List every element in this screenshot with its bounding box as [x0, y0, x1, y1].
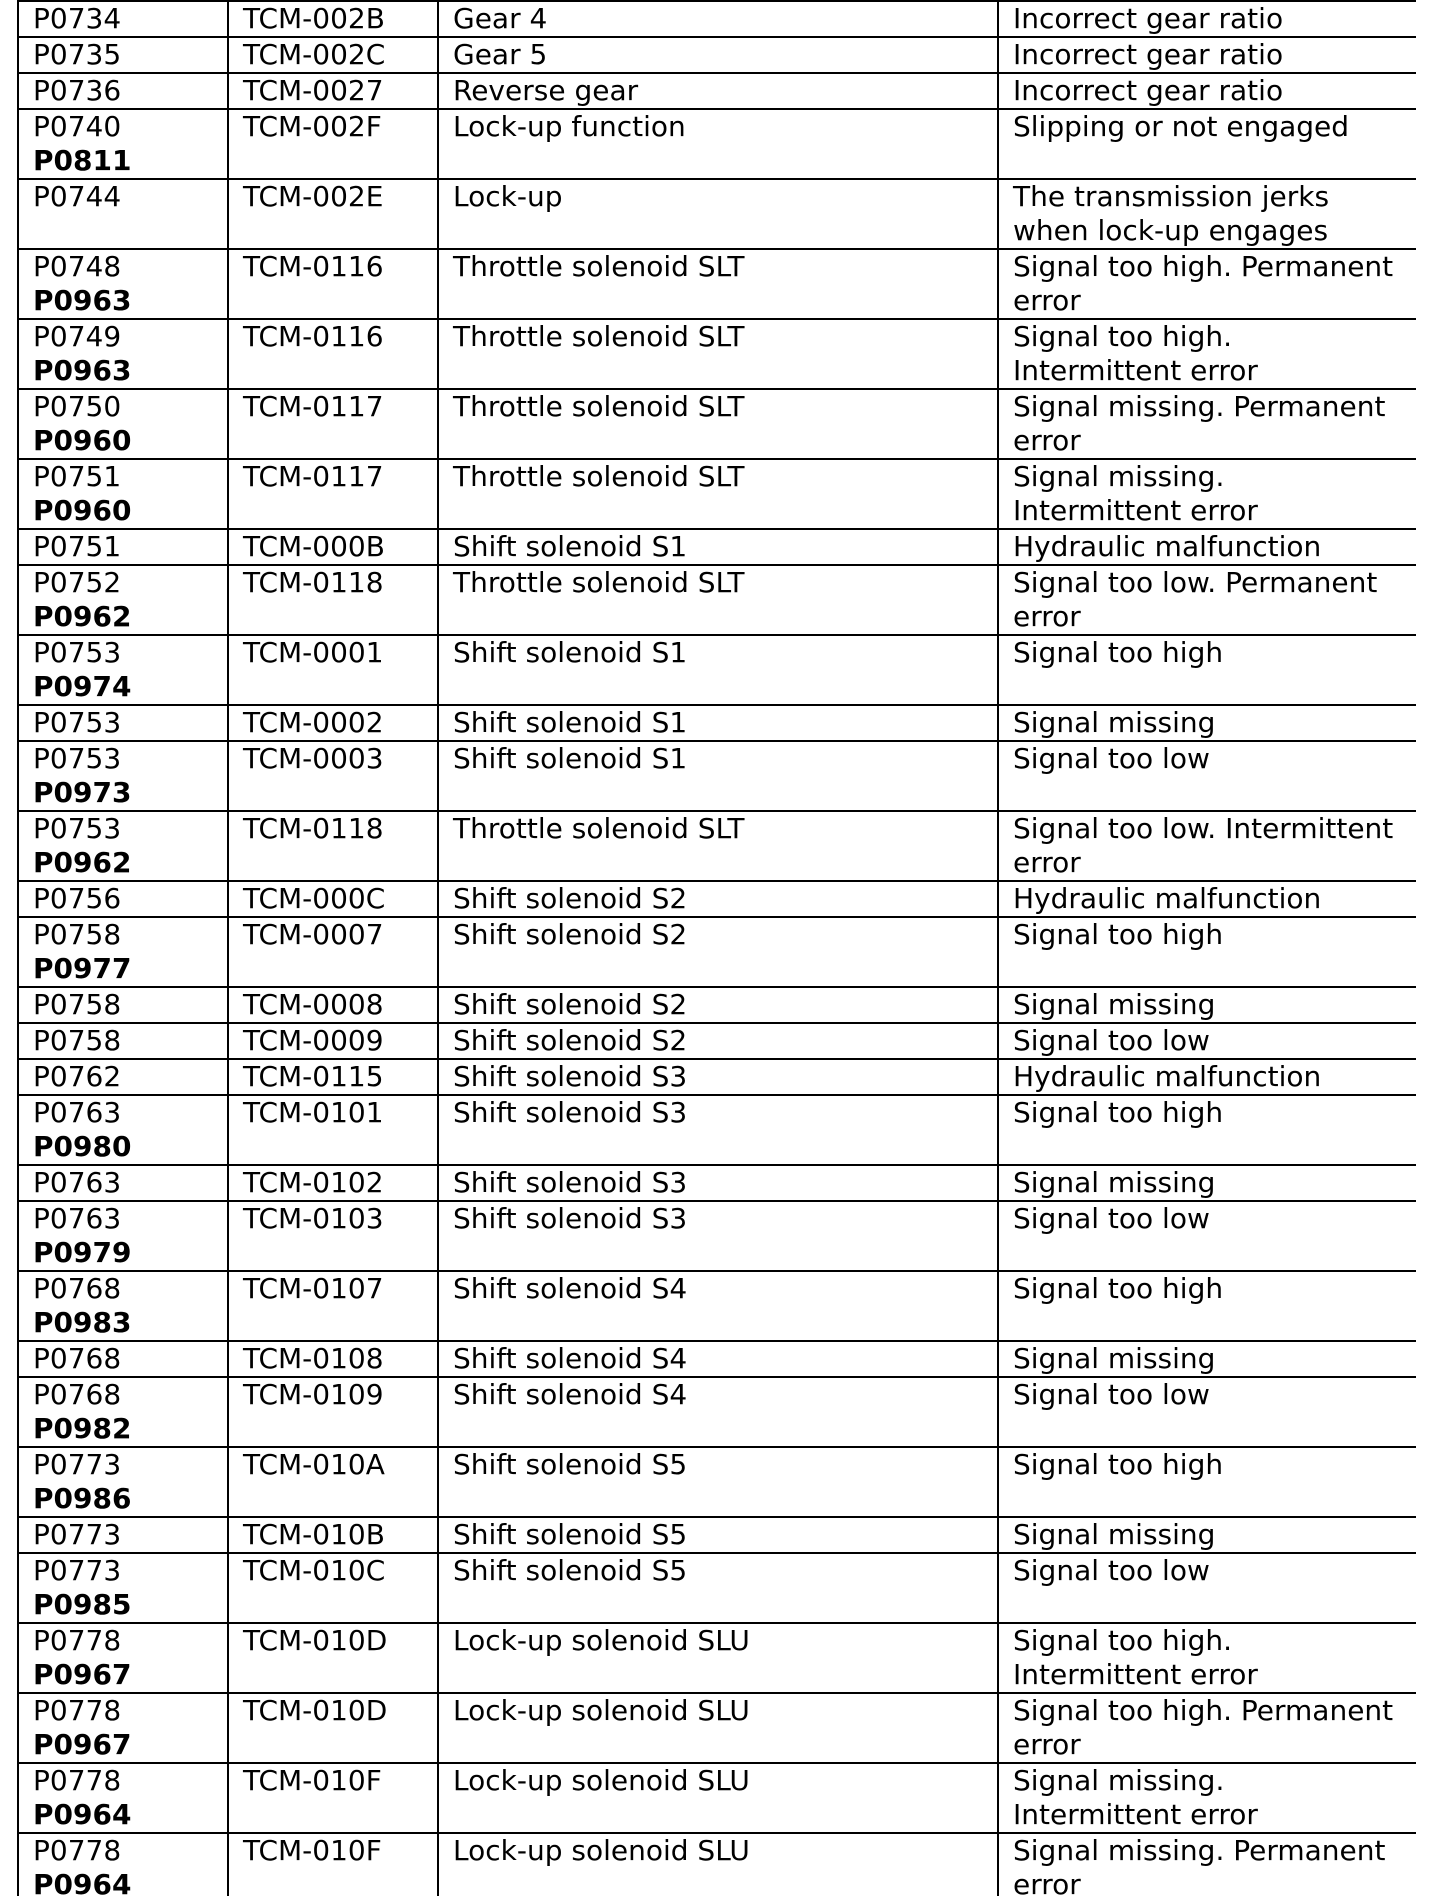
- description-line: Signal missing. Permanent: [1013, 390, 1386, 423]
- component-cell: Lock-up solenoid SLU: [438, 1693, 998, 1763]
- component-cell: Lock-up function: [438, 109, 998, 179]
- tcm-code-cell: TCM-010D: [228, 1693, 438, 1763]
- fault-code-table: [17, 0, 1416, 1896]
- tcm-code-cell: TCM-0027: [228, 73, 438, 109]
- description-line: error: [1013, 284, 1081, 317]
- component-cell: Reverse gear: [438, 73, 998, 109]
- tcm-code-cell: TCM-0117: [228, 459, 438, 529]
- description-line: Slipping or not engaged: [1013, 110, 1350, 143]
- table-row: [18, 1, 1416, 37]
- dtc-code-cell: [18, 1377, 228, 1447]
- dtc-code: P0763: [33, 1096, 122, 1129]
- table-row: [18, 1553, 1416, 1623]
- tcm-code-cell: TCM-0109: [228, 1377, 438, 1447]
- description-cell: [998, 109, 1416, 179]
- description-line: Signal too high: [1013, 1448, 1224, 1481]
- tcm-code-cell: TCM-0003: [228, 741, 438, 811]
- description-line: Signal missing: [1013, 988, 1216, 1021]
- dtc-code: P0758: [33, 918, 122, 951]
- secondary-dtc-code: P0811: [33, 144, 132, 177]
- dtc-code-cell: [18, 811, 228, 881]
- description-line: Signal too low: [1013, 1024, 1210, 1057]
- description-line: Intermittent error: [1013, 1658, 1258, 1691]
- dtc-code-cell: [18, 1833, 228, 1896]
- table-row: [18, 179, 1416, 249]
- component-cell: Shift solenoid S5: [438, 1447, 998, 1517]
- table-row: [18, 1623, 1416, 1693]
- secondary-dtc-code: P0963: [33, 284, 132, 317]
- component-cell: Lock-up solenoid SLU: [438, 1833, 998, 1896]
- table-row: [18, 565, 1416, 635]
- description-cell: [998, 741, 1416, 811]
- description-cell: [998, 987, 1416, 1023]
- table-row: [18, 319, 1416, 389]
- description-line: Signal missing: [1013, 1518, 1216, 1551]
- secondary-dtc-code: P0974: [33, 670, 132, 703]
- description-cell: [998, 1623, 1416, 1693]
- description-line: error: [1013, 600, 1081, 633]
- dtc-code: P0773: [33, 1518, 122, 1551]
- secondary-dtc-code: P0962: [33, 600, 132, 633]
- description-cell: [998, 635, 1416, 705]
- dtc-code-cell: [18, 1341, 228, 1377]
- description-line: The transmission jerks: [1013, 180, 1330, 213]
- secondary-dtc-code: P0963: [33, 354, 132, 387]
- dtc-code-cell: [18, 1165, 228, 1201]
- component-cell: Shift solenoid S3: [438, 1059, 998, 1095]
- tcm-code-cell: TCM-000B: [228, 529, 438, 565]
- description-line: Signal too low. Intermittent: [1013, 812, 1394, 845]
- secondary-dtc-code: P0977: [33, 952, 132, 985]
- description-line: Intermittent error: [1013, 1798, 1258, 1831]
- secondary-dtc-code: P0979: [33, 1236, 132, 1269]
- tcm-code-cell: TCM-0002: [228, 705, 438, 741]
- table-row: [18, 741, 1416, 811]
- table-row: [18, 917, 1416, 987]
- dtc-code: P0763: [33, 1166, 122, 1199]
- dtc-code: P0768: [33, 1342, 122, 1375]
- tcm-code-cell: TCM-010B: [228, 1517, 438, 1553]
- dtc-code-cell: [18, 1693, 228, 1763]
- dtc-code-cell: [18, 1201, 228, 1271]
- description-cell: [998, 1059, 1416, 1095]
- component-cell: Shift solenoid S2: [438, 917, 998, 987]
- tcm-code-cell: TCM-0117: [228, 389, 438, 459]
- dtc-code: P0736: [33, 74, 122, 107]
- tcm-code-cell: TCM-002F: [228, 109, 438, 179]
- secondary-dtc-code: P0980: [33, 1130, 132, 1163]
- table-row: [18, 1059, 1416, 1095]
- description-line: Incorrect gear ratio: [1013, 2, 1284, 35]
- tcm-code-cell: TCM-010A: [228, 1447, 438, 1517]
- description-line: error: [1013, 1728, 1081, 1761]
- table-row: [18, 1201, 1416, 1271]
- description-line: Signal too high: [1013, 636, 1224, 669]
- component-cell: Gear 4: [438, 1, 998, 37]
- dtc-code: P0778: [33, 1624, 122, 1657]
- table-row: [18, 1833, 1416, 1896]
- description-line: error: [1013, 846, 1081, 879]
- dtc-code: P0778: [33, 1764, 122, 1797]
- description-cell: [998, 1763, 1416, 1833]
- dtc-code: P0753: [33, 742, 122, 775]
- dtc-code-cell: [18, 529, 228, 565]
- tcm-code-cell: TCM-010F: [228, 1763, 438, 1833]
- description-line: Signal too high: [1013, 918, 1224, 951]
- component-cell: Shift solenoid S4: [438, 1271, 998, 1341]
- dtc-code: P0740: [33, 110, 122, 143]
- description-line: Signal too low: [1013, 1202, 1210, 1235]
- document-page: [17, 0, 1416, 1896]
- table-row: [18, 987, 1416, 1023]
- component-cell: Gear 5: [438, 37, 998, 73]
- dtc-code-cell: [18, 1447, 228, 1517]
- component-cell: Shift solenoid S2: [438, 987, 998, 1023]
- dtc-code-cell: [18, 1517, 228, 1553]
- dtc-code: P0778: [33, 1694, 122, 1727]
- component-cell: Throttle solenoid SLT: [438, 249, 998, 319]
- tcm-code-cell: TCM-0118: [228, 565, 438, 635]
- secondary-dtc-code: P0960: [33, 424, 132, 457]
- table-row: [18, 529, 1416, 565]
- tcm-code-cell: TCM-0101: [228, 1095, 438, 1165]
- table-row: [18, 881, 1416, 917]
- table-row: [18, 389, 1416, 459]
- description-line: Signal too high. Permanent: [1013, 250, 1394, 283]
- description-line: Incorrect gear ratio: [1013, 74, 1284, 107]
- tcm-code-cell: TCM-010F: [228, 1833, 438, 1896]
- tcm-code-cell: TCM-0118: [228, 811, 438, 881]
- dtc-code: P0758: [33, 1024, 122, 1057]
- dtc-code-cell: [18, 459, 228, 529]
- dtc-code-cell: [18, 1023, 228, 1059]
- dtc-code: P0751: [33, 530, 122, 563]
- tcm-code-cell: TCM-000C: [228, 881, 438, 917]
- tcm-code-cell: TCM-002B: [228, 1, 438, 37]
- table-row: [18, 1023, 1416, 1059]
- description-cell: [998, 529, 1416, 565]
- secondary-dtc-code: P0962: [33, 846, 132, 879]
- component-cell: Throttle solenoid SLT: [438, 811, 998, 881]
- description-cell: [998, 1, 1416, 37]
- description-cell: [998, 881, 1416, 917]
- table-row: [18, 635, 1416, 705]
- dtc-code: P0778: [33, 1834, 122, 1867]
- component-cell: Shift solenoid S3: [438, 1095, 998, 1165]
- description-cell: [998, 319, 1416, 389]
- description-line: Hydraulic malfunction: [1013, 882, 1322, 915]
- description-cell: [998, 1271, 1416, 1341]
- description-cell: [998, 1377, 1416, 1447]
- description-cell: [998, 1165, 1416, 1201]
- tcm-code-cell: TCM-0116: [228, 319, 438, 389]
- description-line: error: [1013, 424, 1081, 457]
- table-row: [18, 811, 1416, 881]
- dtc-code: P0751: [33, 460, 122, 493]
- description-line: Signal missing.: [1013, 1764, 1225, 1797]
- table-row: [18, 1517, 1416, 1553]
- component-cell: Shift solenoid S2: [438, 1023, 998, 1059]
- component-cell: Lock-up: [438, 179, 998, 249]
- component-cell: Shift solenoid S1: [438, 705, 998, 741]
- table-row: [18, 1447, 1416, 1517]
- dtc-code-cell: [18, 635, 228, 705]
- component-cell: Shift solenoid S4: [438, 1341, 998, 1377]
- dtc-code-cell: [18, 881, 228, 917]
- description-line: Signal missing.: [1013, 460, 1225, 493]
- description-line: Hydraulic malfunction: [1013, 1060, 1322, 1093]
- tcm-code-cell: TCM-0107: [228, 1271, 438, 1341]
- description-cell: [998, 1023, 1416, 1059]
- table-row: [18, 1165, 1416, 1201]
- secondary-dtc-code: P0986: [33, 1482, 132, 1515]
- description-cell: [998, 1517, 1416, 1553]
- dtc-code-cell: [18, 741, 228, 811]
- description-cell: [998, 705, 1416, 741]
- secondary-dtc-code: P0967: [33, 1728, 132, 1761]
- dtc-code: P0758: [33, 988, 122, 1021]
- dtc-code: P0750: [33, 390, 122, 423]
- description-line: Intermittent error: [1013, 354, 1258, 387]
- secondary-dtc-code: P0964: [33, 1798, 132, 1831]
- dtc-code-cell: [18, 705, 228, 741]
- description-cell: [998, 37, 1416, 73]
- secondary-dtc-code: P0983: [33, 1306, 132, 1339]
- tcm-code-cell: TCM-002E: [228, 179, 438, 249]
- description-line: Signal too low: [1013, 1554, 1210, 1587]
- dtc-code: P0773: [33, 1554, 122, 1587]
- description-line: Signal missing: [1013, 706, 1216, 739]
- component-cell: Throttle solenoid SLT: [438, 389, 998, 459]
- description-cell: [998, 1201, 1416, 1271]
- table-row: [18, 37, 1416, 73]
- component-cell: Shift solenoid S2: [438, 881, 998, 917]
- component-cell: Throttle solenoid SLT: [438, 565, 998, 635]
- component-cell: Throttle solenoid SLT: [438, 459, 998, 529]
- dtc-code: P0768: [33, 1272, 122, 1305]
- dtc-code: P0749: [33, 320, 122, 353]
- table-row: [18, 705, 1416, 741]
- description-cell: [998, 249, 1416, 319]
- description-cell: [998, 179, 1416, 249]
- description-line: Signal too high: [1013, 1096, 1224, 1129]
- dtc-code-cell: [18, 1763, 228, 1833]
- secondary-dtc-code: P0973: [33, 776, 132, 809]
- component-cell: Shift solenoid S3: [438, 1201, 998, 1271]
- dtc-code: P0762: [33, 1060, 122, 1093]
- secondary-dtc-code: P0985: [33, 1588, 132, 1621]
- dtc-code: P0752: [33, 566, 122, 599]
- component-cell: Shift solenoid S3: [438, 1165, 998, 1201]
- description-line: Incorrect gear ratio: [1013, 38, 1284, 71]
- description-line: Hydraulic malfunction: [1013, 530, 1322, 563]
- component-cell: Shift solenoid S5: [438, 1517, 998, 1553]
- description-line: Signal missing: [1013, 1166, 1216, 1199]
- description-line: when lock-up engages: [1013, 214, 1329, 247]
- dtc-code: P0763: [33, 1202, 122, 1235]
- tcm-code-cell: TCM-0007: [228, 917, 438, 987]
- description-cell: [998, 1341, 1416, 1377]
- description-line: Signal missing: [1013, 1342, 1216, 1375]
- table-row: [18, 1271, 1416, 1341]
- description-line: Intermittent error: [1013, 494, 1258, 527]
- description-cell: [998, 1693, 1416, 1763]
- dtc-code-cell: [18, 37, 228, 73]
- dtc-code: P0753: [33, 812, 122, 845]
- tcm-code-cell: TCM-002C: [228, 37, 438, 73]
- tcm-code-cell: TCM-0115: [228, 1059, 438, 1095]
- component-cell: Throttle solenoid SLT: [438, 319, 998, 389]
- description-line: Signal missing. Permanent: [1013, 1834, 1386, 1867]
- description-line: Signal too high.: [1013, 320, 1232, 353]
- dtc-code-cell: [18, 319, 228, 389]
- table-row: [18, 73, 1416, 109]
- description-line: error: [1013, 1868, 1081, 1896]
- table-row: [18, 1693, 1416, 1763]
- dtc-code-cell: [18, 1095, 228, 1165]
- dtc-code-cell: [18, 565, 228, 635]
- dtc-code: P0753: [33, 636, 122, 669]
- dtc-code-cell: [18, 1553, 228, 1623]
- dtc-code-cell: [18, 179, 228, 249]
- component-cell: Lock-up solenoid SLU: [438, 1763, 998, 1833]
- dtc-code-cell: [18, 1, 228, 37]
- component-cell: Shift solenoid S1: [438, 529, 998, 565]
- description-line: Signal too high. Permanent: [1013, 1694, 1394, 1727]
- secondary-dtc-code: P0964: [33, 1868, 132, 1896]
- description-cell: [998, 811, 1416, 881]
- tcm-code-cell: TCM-0008: [228, 987, 438, 1023]
- description-cell: [998, 1447, 1416, 1517]
- tcm-code-cell: TCM-0116: [228, 249, 438, 319]
- tcm-code-cell: TCM-0108: [228, 1341, 438, 1377]
- table-row: [18, 1095, 1416, 1165]
- dtc-code: P0756: [33, 882, 122, 915]
- table-row: [18, 109, 1416, 179]
- table-row: [18, 1341, 1416, 1377]
- dtc-code: P0735: [33, 38, 122, 71]
- dtc-code-cell: [18, 1623, 228, 1693]
- dtc-code-cell: [18, 389, 228, 459]
- dtc-code-cell: [18, 1271, 228, 1341]
- description-line: Signal too low: [1013, 1378, 1210, 1411]
- dtc-code: P0748: [33, 250, 122, 283]
- tcm-code-cell: TCM-0009: [228, 1023, 438, 1059]
- component-cell: Shift solenoid S5: [438, 1553, 998, 1623]
- secondary-dtc-code: P0982: [33, 1412, 132, 1445]
- dtc-code-cell: [18, 249, 228, 319]
- tcm-code-cell: TCM-010C: [228, 1553, 438, 1623]
- component-cell: Shift solenoid S1: [438, 635, 998, 705]
- tcm-code-cell: TCM-010D: [228, 1623, 438, 1693]
- table-row: [18, 459, 1416, 529]
- dtc-code: P0744: [33, 180, 122, 213]
- description-cell: [998, 1095, 1416, 1165]
- description-cell: [998, 459, 1416, 529]
- component-cell: Lock-up solenoid SLU: [438, 1623, 998, 1693]
- tcm-code-cell: TCM-0103: [228, 1201, 438, 1271]
- tcm-code-cell: TCM-0001: [228, 635, 438, 705]
- dtc-code-cell: [18, 917, 228, 987]
- description-cell: [998, 1553, 1416, 1623]
- dtc-code-cell: [18, 73, 228, 109]
- dtc-code: P0753: [33, 706, 122, 739]
- secondary-dtc-code: P0960: [33, 494, 132, 527]
- description-line: Signal too low: [1013, 742, 1210, 775]
- dtc-code: P0773: [33, 1448, 122, 1481]
- table-row: [18, 1377, 1416, 1447]
- dtc-code-cell: [18, 987, 228, 1023]
- description-cell: [998, 389, 1416, 459]
- component-cell: Shift solenoid S1: [438, 741, 998, 811]
- description-line: Signal too high.: [1013, 1624, 1232, 1657]
- description-cell: [998, 565, 1416, 635]
- dtc-code: P0768: [33, 1378, 122, 1411]
- dtc-code-cell: [18, 109, 228, 179]
- description-cell: [998, 73, 1416, 109]
- description-line: Signal too low. Permanent: [1013, 566, 1378, 599]
- table-row: [18, 249, 1416, 319]
- fault-code-table-body: [18, 1, 1416, 1896]
- description-cell: [998, 917, 1416, 987]
- description-line: Signal too high: [1013, 1272, 1224, 1305]
- component-cell: Shift solenoid S4: [438, 1377, 998, 1447]
- dtc-code: P0734: [33, 2, 122, 35]
- tcm-code-cell: TCM-0102: [228, 1165, 438, 1201]
- table-row: [18, 1763, 1416, 1833]
- dtc-code-cell: [18, 1059, 228, 1095]
- secondary-dtc-code: P0967: [33, 1658, 132, 1691]
- description-cell: [998, 1833, 1416, 1896]
